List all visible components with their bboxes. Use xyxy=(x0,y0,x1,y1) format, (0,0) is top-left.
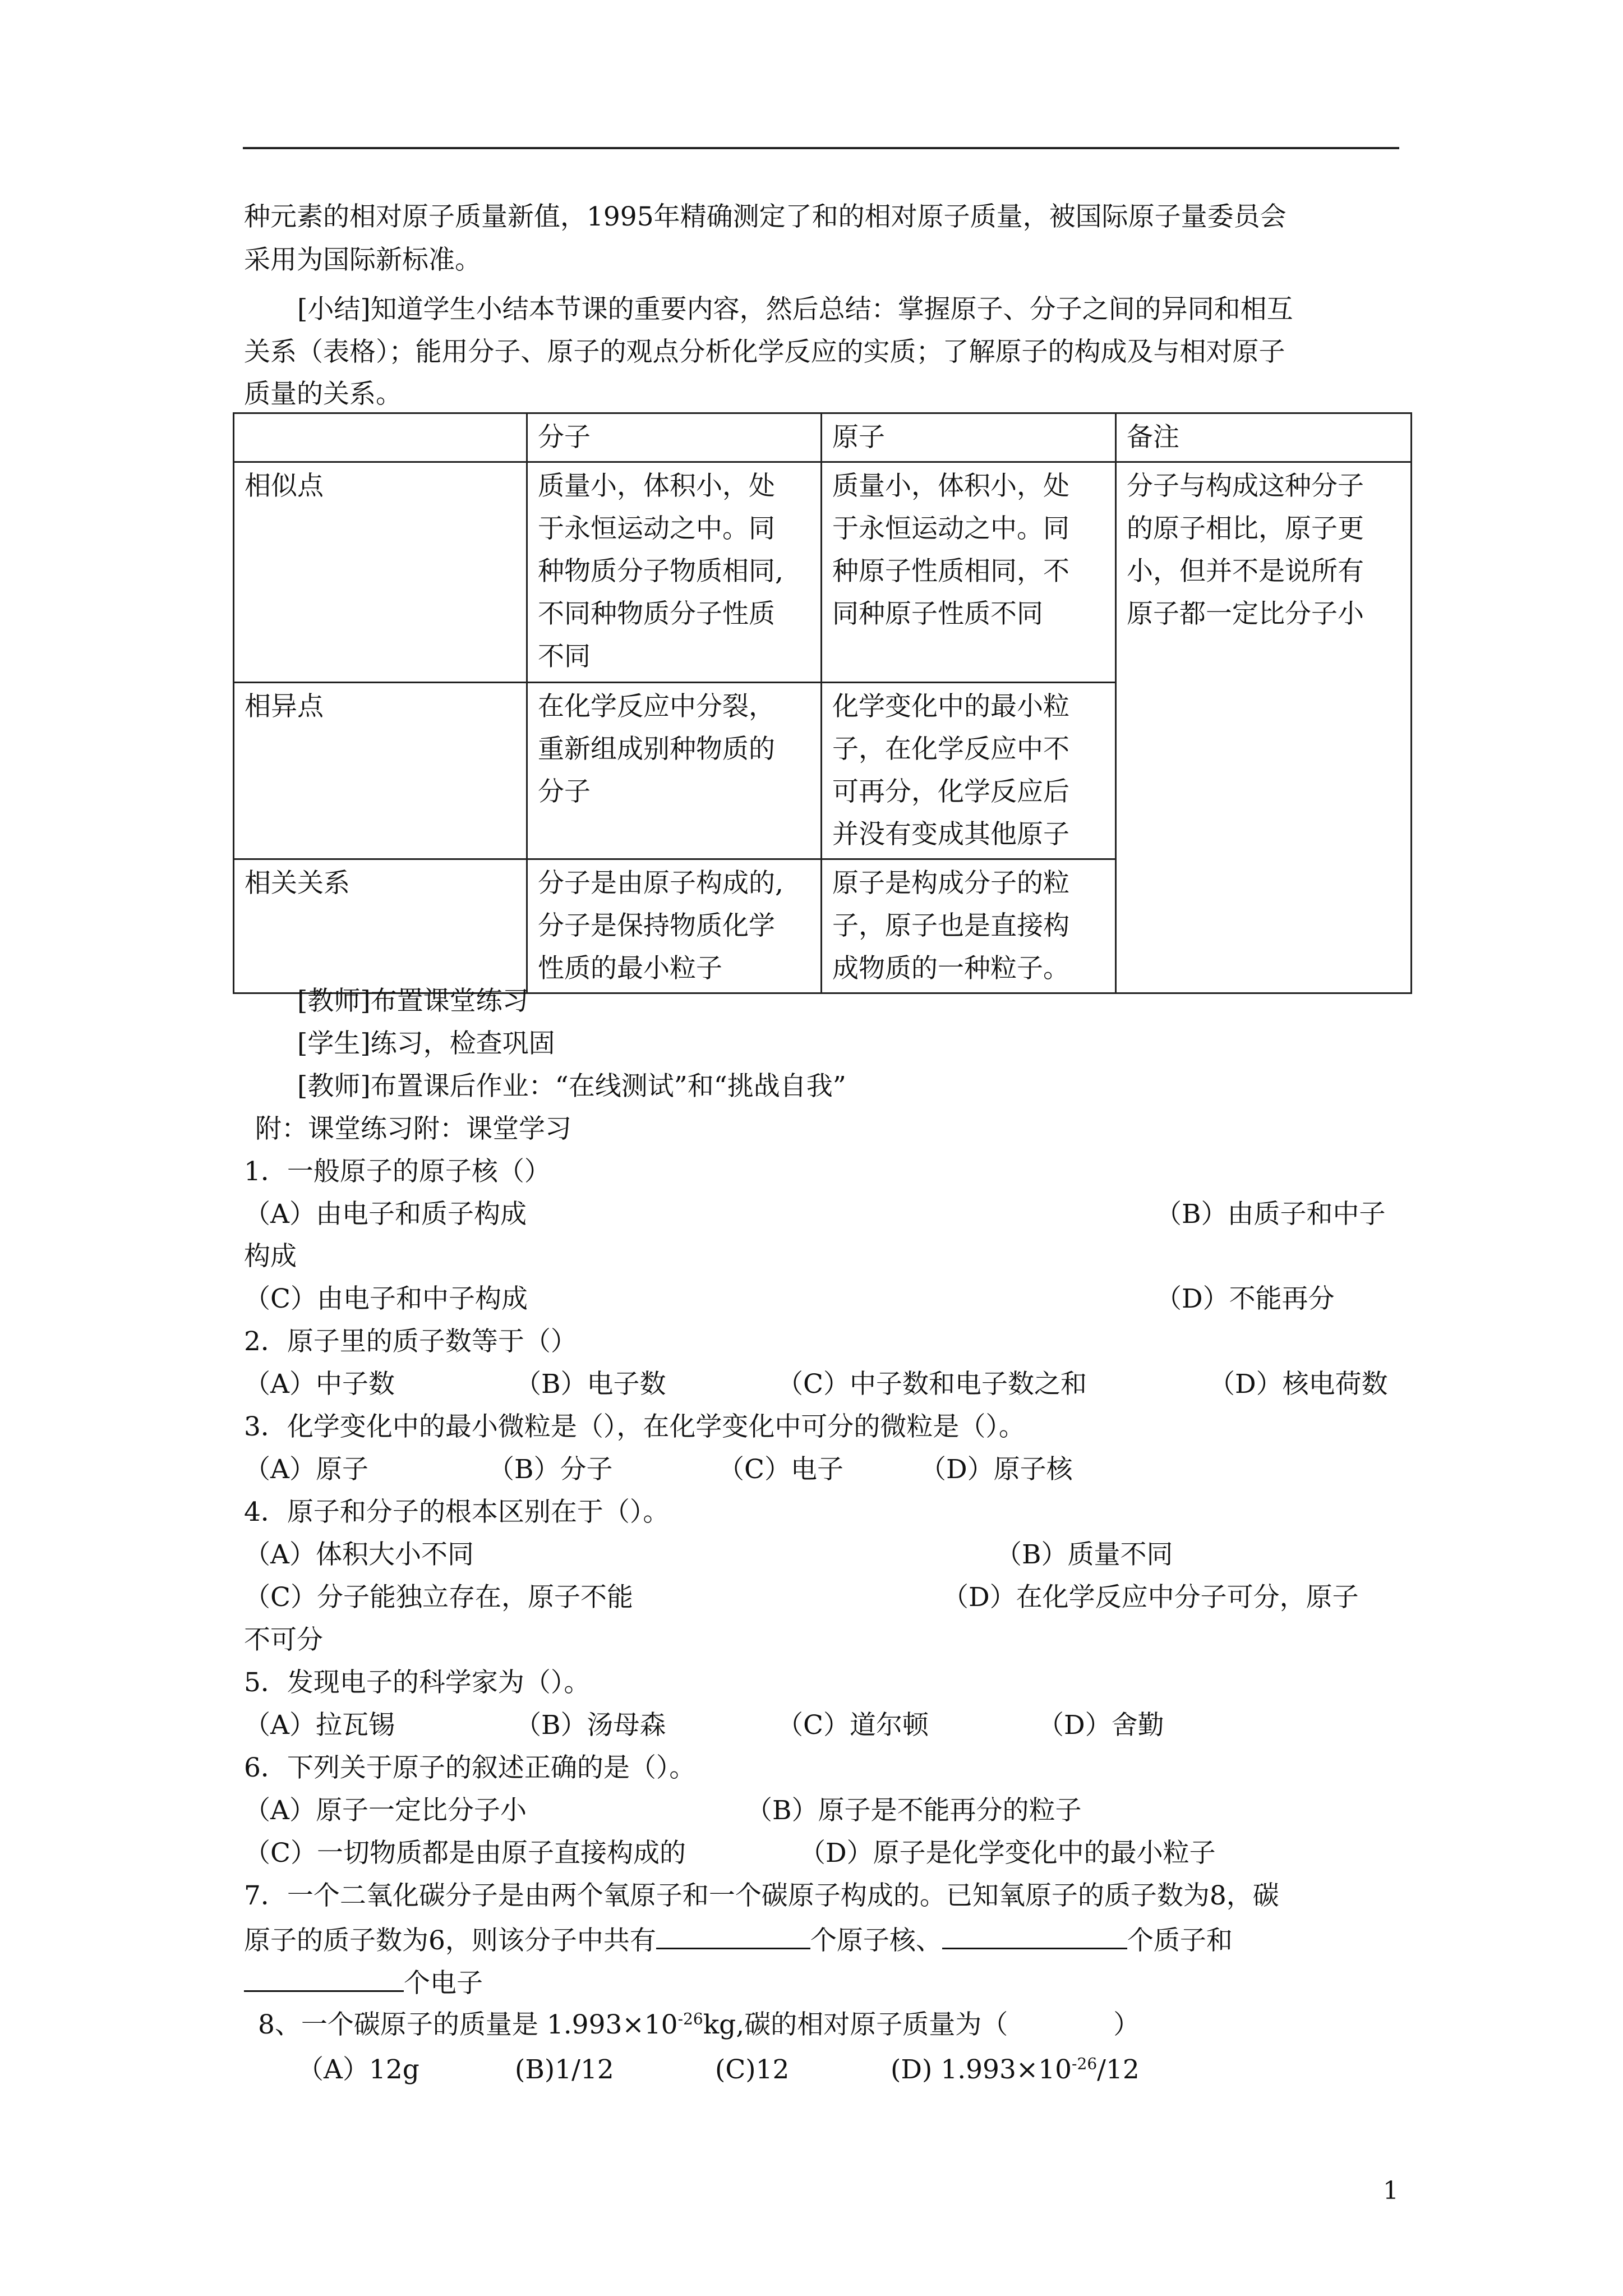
answer-blank[interactable] xyxy=(244,1964,404,1992)
question-text: 个质子和 xyxy=(1127,1925,1233,1956)
option-c: （C）电子 xyxy=(718,1454,843,1485)
note-cell: 分子与构成这种分子 的原子相比，原子更 小，但并不是说所有 原子都一定比分子小 xyxy=(1116,462,1412,993)
option-d: （D）舍勤 xyxy=(1038,1710,1164,1741)
option-b: （B）原子是不能再分的粒子 xyxy=(746,1795,1082,1826)
question-stem: 3．化学变化中的最小微粒是（），在化学变化中可分的微粒是（）。 xyxy=(244,1411,1025,1442)
summary-line: 关系（表格）；能用分子、原子的观点分析化学反应的实质；了解原子的构成及与相对原子 xyxy=(244,337,1285,367)
option-a: （A）原子 xyxy=(244,1454,368,1485)
option-text: /12 xyxy=(1097,2054,1140,2085)
option-b-continued: 构成 xyxy=(244,1241,297,1272)
question-stem: 6．下列关于原子的叙述正确的是（）。 xyxy=(244,1752,696,1783)
option-b: （B）汤母森 xyxy=(515,1710,666,1741)
option-c: （C）由电子和中子构成 xyxy=(244,1283,528,1314)
option-a: （A）原子一定比分子小 xyxy=(244,1795,527,1826)
question-line xyxy=(244,1964,483,2000)
table-header-cell: 原子 xyxy=(822,413,1116,462)
molecule-cell: 质量小，体积小，处 于永恒运动之中。同 种物质分子物质相同, 不同种物质分子性质 不同 xyxy=(527,462,822,683)
table-header-cell xyxy=(234,413,527,462)
question-stem: 1．一般原子的原子核（） xyxy=(244,1156,551,1187)
exponent: -26 xyxy=(1072,2054,1098,2073)
option-c: （C）中子数和电子数之和 xyxy=(777,1369,1087,1400)
question-text: 原子的质子数为6，则该分子中共有 xyxy=(244,1925,656,1956)
question-text: 个电子 xyxy=(404,1968,483,1999)
summary-line: 质量的关系。 xyxy=(244,379,402,409)
option-a: （A）中子数 xyxy=(244,1369,395,1400)
option-text: (D) 1.993×10 xyxy=(891,2054,1072,2085)
table-header-row xyxy=(234,413,1412,462)
comparison-table xyxy=(233,412,1412,994)
molecule-cell: 在化学反应中分裂， 重新组成别种物质的 分子 xyxy=(527,683,822,859)
option-d: （D）在化学反应中分子可分，原子 xyxy=(942,1582,1359,1613)
table-header-cell: 备注 xyxy=(1116,413,1412,462)
paragraph-line: 采用为国际新标准。 xyxy=(244,245,481,275)
row-label: 相似点 xyxy=(234,462,527,683)
question-line xyxy=(244,1922,1233,1958)
option-b: (B)1/12 xyxy=(515,2054,614,2085)
answer-blank[interactable] xyxy=(942,1922,1127,1949)
question-stem xyxy=(258,2008,1140,2042)
question-stem: 5．发现电子的科学家为（）。 xyxy=(244,1667,591,1698)
paragraph-line: 种元素的相对原子质量新值，1995年精确测定了和的相对原子质量，被国际原子量委员会 xyxy=(244,201,1287,232)
option-c: （C）道尔顿 xyxy=(777,1710,929,1741)
table-row xyxy=(234,462,1412,683)
question-stem: 2．原子里的质子数等于（） xyxy=(244,1326,577,1357)
option-c: （C）一切物质都是由原子直接构成的 xyxy=(244,1838,686,1869)
option-b: （B）电子数 xyxy=(515,1369,666,1400)
option-c: (C)12 xyxy=(715,2054,790,2085)
dialog-line: [教师]布置课后作业：“在线测试”和“挑战自我” xyxy=(297,1071,846,1102)
question-stem: 4．原子和分子的根本区别在于（）。 xyxy=(244,1497,670,1527)
exponent: -26 xyxy=(677,2009,703,2028)
option-a: （A）由电子和质子构成 xyxy=(244,1199,527,1230)
option-d: （D）原子是化学变化中的最小粒子 xyxy=(799,1838,1216,1869)
question-text: 个原子核、 xyxy=(810,1925,942,1956)
option-a: （A）拉瓦锡 xyxy=(244,1710,395,1741)
summary-line: [小结]知道学生小结本节课的重要内容，然后总结：掌握原子、分子之间的异同和相互 xyxy=(297,294,1293,325)
atom-cell: 化学变化中的最小粒 子，在化学反应中不 可再分，化学反应后 并没有变成其他原子 xyxy=(822,683,1116,859)
molecule-cell: 分子是由原子构成的, 分子是保持物质化学 性质的最小粒子 xyxy=(527,859,822,993)
row-label: 相异点 xyxy=(234,683,527,859)
option-d xyxy=(891,2053,1140,2087)
header-rule xyxy=(243,147,1399,149)
option-b: （B）分子 xyxy=(488,1454,613,1485)
table-header-cell: 分子 xyxy=(527,413,822,462)
dialog-line: [教师]布置课堂练习 xyxy=(297,986,529,1016)
option-c: （C）分子能独立存在，原子不能 xyxy=(244,1582,633,1613)
question-text: kg,碳的相对原子质量为（ ） xyxy=(703,2009,1140,2040)
option-a: （A）12g xyxy=(297,2054,419,2085)
question-stem: 7．一个二氧化碳分子是由两个氧原子和一个碳原子构成的。已知氧原子的质子数为8，碳 xyxy=(244,1880,1279,1911)
option-b: （B）由质子和中子 xyxy=(1155,1199,1386,1230)
option-d: （D）原子核 xyxy=(920,1454,1073,1485)
row-label: 相关关系 xyxy=(234,859,527,993)
option-a: （A）体积大小不同 xyxy=(244,1539,474,1570)
atom-cell: 质量小，体积小，处 于永恒运动之中。同 种原子性质相同，不 同种原子性质不同 xyxy=(822,462,1116,683)
page-number: 1 xyxy=(1383,2177,1399,2205)
option-d-continued: 不可分 xyxy=(244,1625,323,1655)
option-d: （D）不能再分 xyxy=(1155,1283,1335,1314)
option-b: （B）质量不同 xyxy=(995,1539,1173,1570)
answer-blank[interactable] xyxy=(656,1922,810,1949)
appendix-line: 附：课堂练习附：课堂学习 xyxy=(255,1114,571,1144)
option-d: （D）核电荷数 xyxy=(1209,1369,1388,1400)
atom-cell: 原子是构成分子的粒 子，原子也是直接构 成物质的一种粒子。 xyxy=(822,859,1116,993)
dialog-line: [学生]练习，检查巩固 xyxy=(297,1028,555,1059)
question-text: 8、一个碳原子的质量是 1.993×10 xyxy=(258,2009,678,2040)
